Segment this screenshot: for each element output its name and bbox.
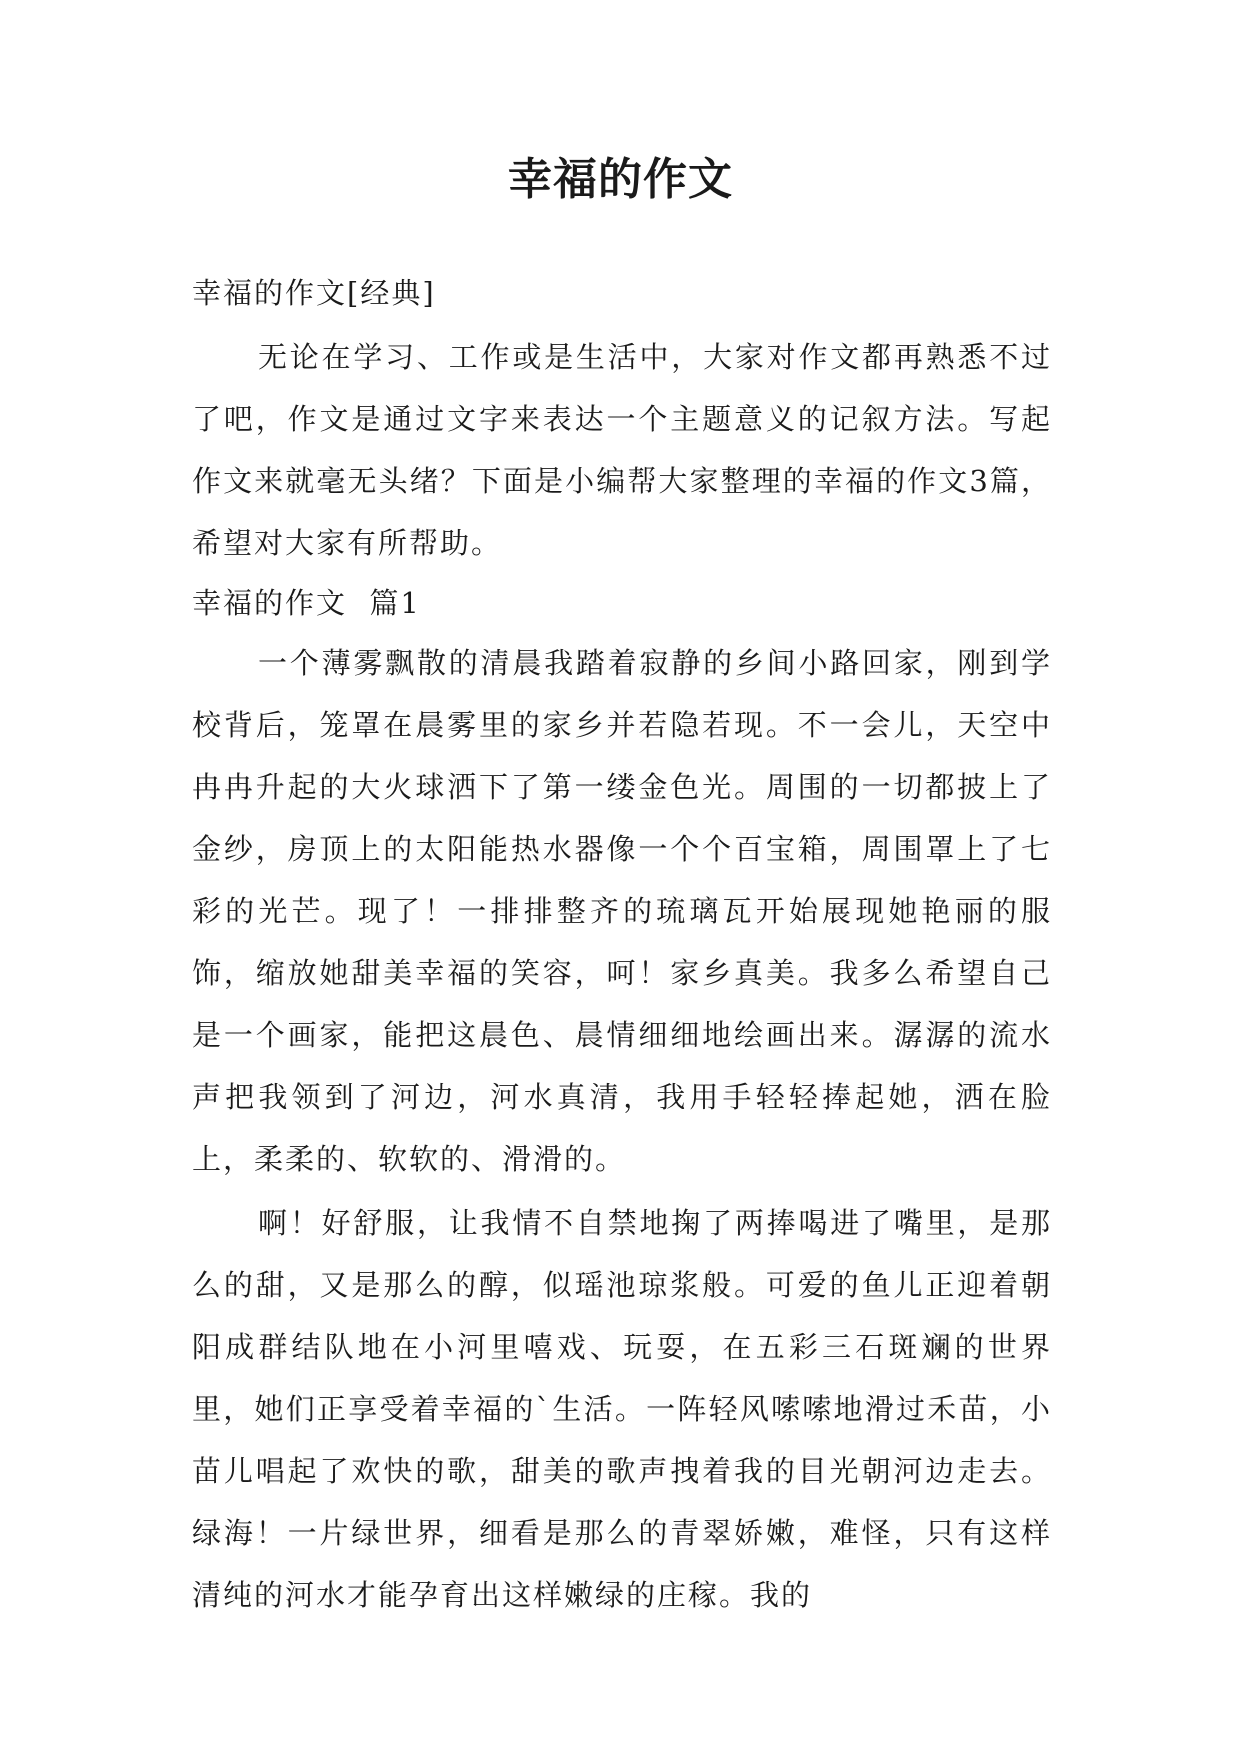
section-heading: 幸福的作文 篇1	[192, 586, 421, 620]
document-title: 幸福的作文	[508, 154, 733, 205]
body-paragraph-1: 一个薄雾飘散的清晨我踏着寂静的乡间小路回家，刚到学校背后，笼罩在晨雾里的家乡并若隐若现。不一会儿，天空中冉冉升起的大火球洒下了第一缕金色光。周围的一切都披上了金纱，房顶上的太阳能热水器像一个个百宝箱，周围罩上了七彩的光芒。现了！一排排整齐的琉璃瓦开始展现她艳丽的服饰，缩放她甜美幸福的笑容，呵！家乡真美。我多么希望自己是一个画家，能把这晨色、晨情细细地绘画出来。潺潺的流水声把我领到了河边，河水真清，我用手轻轻捧起她，洒在脸上，柔柔的、软软的、滑滑的。	[192, 646, 1052, 1176]
document-body	[192, 264, 1052, 1626]
intro-paragraph: 无论在学习、工作或是生活中，大家对作文都再熟悉不过了吧，作文是通过文字来表达一个主题意义的记叙方法。写起作文来就毫无头绪？下面是小编帮大家整理的幸福的作文3篇，希望对大家有所帮助。	[192, 340, 1052, 560]
body-paragraph-2: 啊！好舒服，让我情不自禁地掬了两捧喝进了嘴里，是那么的甜，又是那么的醇，似瑶池琼浆般。可爱的鱼儿正迎着朝阳成群结队地在小河里嘻戏、玩耍，在五彩三石斑斓的世界里，她们正享受着幸福的`生活。一阵轻风嗦嗦地滑过禾苗，小苗儿唱起了欢快的歌，甜美的歌声拽着我的目光朝河边走去。绿海！一片绿世界，细看是那么的青翠娇嫩，难怪，只有这样清纯的河水才能孕育出这样嫩绿的庄稼。我的	[192, 1206, 1052, 1612]
document-subtitle: 幸福的作文[经典]	[192, 276, 436, 310]
